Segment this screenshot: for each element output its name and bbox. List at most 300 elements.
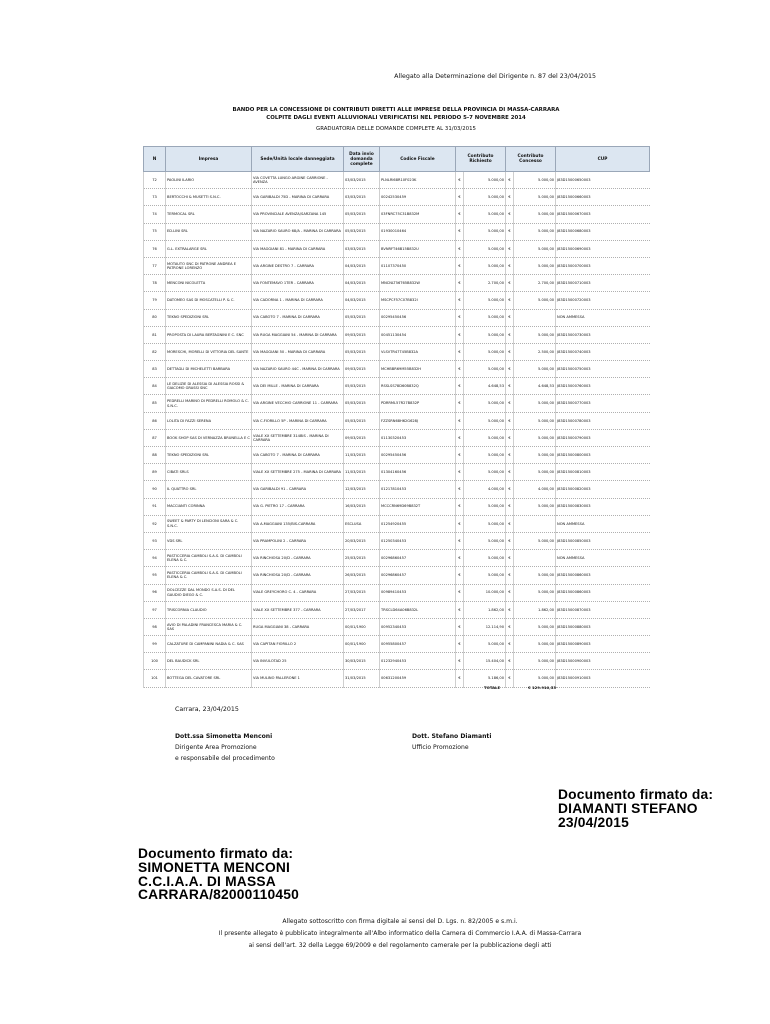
row-number: 87: [144, 429, 166, 446]
requested-amount: 5.000,00: [464, 515, 506, 532]
company-name: DATOMEO SAS DI MOSCATELLI P. & C.: [166, 292, 252, 309]
granted-currency: €: [506, 309, 514, 326]
cup-code: J83D15000780003: [556, 412, 650, 429]
submit-date: 05/03/2015: [344, 378, 380, 395]
cup-code: J83D15000740003: [556, 343, 650, 360]
tax-code: 00295450456: [380, 447, 456, 464]
damaged-location: VIA RINCHIOSA 20/D - CARRARA: [252, 567, 344, 584]
requested-currency: €: [456, 515, 464, 532]
row-number: 82: [144, 343, 166, 360]
table-row: [144, 292, 650, 309]
attachment-reference: Allegato alla Determinazione del Dirigente n. 87 del 23/04/2015: [394, 73, 596, 80]
signatory-right-role: Ufficio Promozione: [412, 744, 469, 751]
damaged-location: VIA A.MAGGIANI 135/BIS-CARRARA: [252, 515, 344, 532]
granted-currency: €: [506, 412, 514, 429]
granted-amount: 5.000,00: [514, 498, 556, 515]
requested-currency: €: [456, 550, 464, 567]
tax-code: 01304160456: [380, 464, 456, 481]
company-name: CIBATI SRLS: [166, 464, 252, 481]
requested-amount: 5.000,00: [464, 395, 506, 412]
requested-amount: 15.404,00: [464, 653, 506, 670]
cup-code: J83D15000860003: [556, 584, 650, 601]
cup-code: J83D15000910003: [556, 670, 650, 687]
table-row: [144, 240, 650, 257]
damaged-location: VIA MULINO PALLERONE 1: [252, 670, 344, 687]
submit-date: 30/03/2015: [344, 653, 380, 670]
header-tax-code: Codice Fiscale: [380, 147, 456, 172]
requested-amount: 2.700,00: [464, 275, 506, 292]
requested-currency: €: [456, 189, 464, 206]
requested-currency: €: [456, 429, 464, 446]
row-number: 89: [144, 464, 166, 481]
granted-amount: 5.000,00: [514, 429, 556, 446]
tax-code: 00296860457: [380, 550, 456, 567]
requested-currency: €: [456, 361, 464, 378]
granted-amount: 2.500,00: [514, 343, 556, 360]
granted-currency: €: [506, 464, 514, 481]
requested-amount: 5.000,00: [464, 567, 506, 584]
requested-currency: €: [456, 275, 464, 292]
tax-code: 00242530459: [380, 189, 456, 206]
table-row: [144, 515, 650, 532]
cup-code: J83D15000750003: [556, 361, 650, 378]
granted-currency: €: [506, 292, 514, 309]
granted-currency: €: [506, 429, 514, 446]
requested-amount: 5.000,00: [464, 172, 506, 189]
granted-currency: €: [506, 378, 514, 395]
granted-currency: €: [506, 257, 514, 274]
cup-code: J83D15000680003: [556, 223, 650, 240]
signatory-left: [175, 731, 275, 764]
table-row: [144, 309, 650, 326]
requested-currency: €: [456, 395, 464, 412]
requested-currency: €: [456, 240, 464, 257]
cup-code: NON AMMESSA: [556, 309, 650, 326]
tax-code: MCHBBR69M55B832H: [380, 361, 456, 378]
cup-code: NON AMMESSA: [556, 550, 650, 567]
requested-amount: 5.000,00: [464, 498, 506, 515]
damaged-location: VIA CAPITAN FIORILLO 2: [252, 636, 344, 653]
requested-currency: €: [456, 206, 464, 223]
stamp-right-line: 23/04/2015: [558, 814, 630, 830]
company-name: PEDRELLI MARINO DI PEDRELLI ROMOLO & C. S.N.C.: [166, 395, 252, 412]
digital-signature-stamp-left: [138, 847, 299, 902]
requested-amount: 5.000,00: [464, 412, 506, 429]
signatory-left-role-2: e responsabile del procedimento: [175, 755, 275, 762]
table-row: [144, 584, 650, 601]
tax-code: BVNRFT46B15B832U: [380, 240, 456, 257]
stamp-left-line: SIMONETTA MENCONI: [138, 859, 291, 875]
footer-line: Allegato sottoscritto con firma digitale ai sensi del D. Lgs. n. 82/2005 e s.m.i.: [282, 918, 518, 925]
granted-currency: €: [506, 481, 514, 498]
tax-code: 00631200459: [380, 670, 456, 687]
granted-amount: 5.000,00: [514, 361, 556, 378]
table-row: [144, 206, 650, 223]
requested-currency: €: [456, 618, 464, 635]
row-number: 94: [144, 550, 166, 567]
row-number: 74: [144, 206, 166, 223]
submit-date: 05/03/2015: [344, 309, 380, 326]
cup-code: J83D15000670003: [556, 206, 650, 223]
table-row: [144, 601, 650, 618]
requested-amount: 5.000,00: [464, 326, 506, 343]
requested-amount: 5.186,00: [464, 670, 506, 687]
cup-code: J83D15000650003: [556, 172, 650, 189]
submit-date: 16/03/2015: [344, 498, 380, 515]
table-row: [144, 618, 650, 635]
requested-amount: 5.000,00: [464, 636, 506, 653]
cup-code: J83D15000800003: [556, 447, 650, 464]
granted-currency: €: [506, 361, 514, 378]
requested-amount: 5.000,00: [464, 532, 506, 549]
requested-amount: 5.000,00: [464, 257, 506, 274]
cup-code: J83D15000850003: [556, 532, 650, 549]
submit-date: 05/03/2015: [344, 412, 380, 429]
table-row: [144, 447, 650, 464]
row-number: 101: [144, 670, 166, 687]
submit-date: 09/03/2015: [344, 326, 380, 343]
row-number: 99: [144, 636, 166, 653]
company-name: LE DELIZIE DI ALESSIA DI ALESSIA ROSSI & GIACOMO GRASSI SNC: [166, 378, 252, 395]
company-name: LOLITA DI FAZZI SERENA: [166, 412, 252, 429]
granted-currency: €: [506, 223, 514, 240]
cup-code: J83D15000660003: [556, 189, 650, 206]
damaged-location: VIA FONTEMAVO 1TER - CARRARA: [252, 275, 344, 292]
cup-code: J83D15000690003: [556, 240, 650, 257]
submit-date: 31/03/2015: [344, 670, 380, 687]
submit-date: 04/03/2015: [344, 257, 380, 274]
table-row: [144, 395, 650, 412]
table-row: [144, 189, 650, 206]
cup-code: J83D15000870003: [556, 601, 650, 618]
company-name: PAOLINI ILARIO: [166, 172, 252, 189]
tax-code: 00295450456: [380, 309, 456, 326]
damaged-location: VIALE XX SETTEMBRE 314BIS - MARINA DI CARRARA: [252, 429, 344, 446]
requested-amount: 5.000,00: [464, 240, 506, 257]
damaged-location: VIA GARIBALDI 91 - CARRARA: [252, 481, 344, 498]
damaged-location: VIA C.FIORILLO 5P - MARINA DI CARRARA: [252, 412, 344, 429]
company-name: PROPOSTA DI LAURA BERTAGNINI E C. SNC: [166, 326, 252, 343]
granted-amount: 5.000,00: [514, 670, 556, 687]
requested-currency: €: [456, 309, 464, 326]
granted-amount: 4.648,53: [514, 378, 556, 395]
granted-amount: 5.000,00: [514, 189, 556, 206]
tax-code: MNCNLT56T65B832W: [380, 275, 456, 292]
submit-date: 03/03/2015: [344, 189, 380, 206]
requested-currency: €: [456, 223, 464, 240]
company-name: MORESCHI, MORELLI DI VITTORIA DEL SANTE: [166, 343, 252, 360]
granted-currency: €: [506, 636, 514, 653]
tax-code: 00451130454: [380, 326, 456, 343]
tax-code: 03FNRC75C31B832M: [380, 206, 456, 223]
requested-amount: 5.000,00: [464, 189, 506, 206]
cup-code: J83D15000730003: [556, 326, 650, 343]
requested-currency: €: [456, 343, 464, 360]
submit-date: 25/03/2015: [344, 550, 380, 567]
granted-currency: €: [506, 584, 514, 601]
table-row: [144, 567, 650, 584]
submit-date: 09/03/2015: [344, 429, 380, 446]
table-row: [144, 412, 650, 429]
footer-line: Il presente allegato è pubblicato integralmente all'Albo informatico della Camera di Commercio I.A.A. di Massa-Carrara: [218, 930, 582, 937]
requested-currency: €: [456, 584, 464, 601]
granted-amount: 5.000,00: [514, 653, 556, 670]
damaged-location: VIA CABOTO 7 - MARINA DI CARRARA: [252, 309, 344, 326]
company-name: TRISCORNIA CLAUDIO: [166, 601, 252, 618]
row-number: 81: [144, 326, 166, 343]
granted-currency: €: [506, 395, 514, 412]
submit-date: 12/03/2015: [344, 481, 380, 498]
requested-currency: €: [456, 498, 464, 515]
damaged-location: VIA NAZARIO SAURO 68/A - MARINA DI CARRARA: [252, 223, 344, 240]
cup-code: J83D15000900003: [556, 653, 650, 670]
company-name: SWEET & PARTY DI LENCIONI SARA & C. S.N.C.: [166, 515, 252, 532]
damaged-location: VIA RUGA MAGGIANI 54 - MARINA DI CARRARA: [252, 326, 344, 343]
header-location: Sede/Unità locale danneggiata: [252, 147, 344, 172]
header-company: Impresa: [166, 147, 252, 172]
granted-amount: 5.000,00: [514, 584, 556, 601]
table-row: [144, 550, 650, 567]
tax-code: 01107370450: [380, 257, 456, 274]
submit-date: 00/01/1900: [344, 618, 380, 635]
row-number: 98: [144, 618, 166, 635]
granted-amount: 5.000,00: [514, 223, 556, 240]
requested-amount: 5.000,00: [464, 343, 506, 360]
granted-amount: 5.000,00: [514, 567, 556, 584]
tax-code: PLNLRI68R10F023K: [380, 172, 456, 189]
granted-currency: €: [506, 189, 514, 206]
table-row: [144, 670, 650, 687]
granted-currency: €: [506, 601, 514, 618]
requested-amount: 5.000,00: [464, 361, 506, 378]
company-name: DOLCEZZE DAL MONDO S.A.S. DI DEL GAUDIO DIEGO & C.: [166, 584, 252, 601]
table-row: [144, 343, 650, 360]
requested-currency: €: [456, 532, 464, 549]
requested-currency: €: [456, 653, 464, 670]
stamp-left-line: CARRARA/82000110450: [138, 887, 300, 903]
requested-amount: 5.000,00: [464, 464, 506, 481]
tax-code: 00989410453: [380, 584, 456, 601]
granted-amount: 5.000,00: [514, 240, 556, 257]
granted-amount: 5.000,00: [514, 412, 556, 429]
company-name: BERTOCCHI & MUSETTI S.N.C.: [166, 189, 252, 206]
granted-amount: 4.000,00: [514, 481, 556, 498]
requested-amount: 4.000,00: [464, 481, 506, 498]
company-name: TEKNO SPEDIZIONI SRL: [166, 447, 252, 464]
stamp-right-line: DIAMANTI STEFANO: [558, 800, 698, 816]
tax-code: FZZSRN68H62G628J: [380, 412, 456, 429]
cup-code: NON AMMESSA: [556, 515, 650, 532]
granted-amount: 5.000,00: [514, 618, 556, 635]
submit-date: 05/03/2015: [344, 395, 380, 412]
granted-currency: €: [506, 550, 514, 567]
row-number: 83: [144, 361, 166, 378]
table-row: [144, 498, 650, 515]
submit-date: 03/03/2015: [344, 172, 380, 189]
tax-code: 01232940453: [380, 653, 456, 670]
header-cup: CUP: [556, 147, 650, 172]
footer-line: ai sensi dell'art. 32 della Legge 69/2009 e del regolamento camerale per la pubblicazione degli atti: [248, 942, 552, 949]
row-number: 88: [144, 447, 166, 464]
row-number: 90: [144, 481, 166, 498]
table-row: [144, 326, 650, 343]
company-name: MACCIANTI CORINNA: [166, 498, 252, 515]
granted-currency: €: [506, 498, 514, 515]
tax-code: MCCCRN69D69B832T: [380, 498, 456, 515]
cup-code: J83D15000830003: [556, 498, 650, 515]
requested-currency: €: [456, 601, 464, 618]
granted-currency: €: [506, 653, 514, 670]
company-name: BOOK SHOP SAS DI VERNAZZA BRUNELLA E C: [166, 429, 252, 446]
requested-currency: €: [456, 257, 464, 274]
table-row: [144, 429, 650, 446]
granted-currency: €: [506, 172, 514, 189]
cup-code: J83D15000770003: [556, 395, 650, 412]
company-name: MENCONI NICOLETTA: [166, 275, 252, 292]
row-number: 93: [144, 532, 166, 549]
submit-date: 11/03/2015: [344, 464, 380, 481]
submit-date: 04/03/2015: [344, 275, 380, 292]
granted-currency: €: [506, 618, 514, 635]
requested-currency: €: [456, 326, 464, 343]
damaged-location: VIALE XX SETTEMBRE 275 - MARINA DI CARRARA: [252, 464, 344, 481]
tax-code: 01254920455: [380, 515, 456, 532]
requested-currency: €: [456, 636, 464, 653]
granted-amount: 5.000,00: [514, 292, 556, 309]
granted-amount: [514, 515, 556, 532]
damaged-location: VIA CABOTO 7 - MARINA DI CARRARA: [252, 447, 344, 464]
row-number: 75: [144, 223, 166, 240]
submit-date: 11/03/2015: [344, 447, 380, 464]
table-row: [144, 636, 650, 653]
total-value: € 129.910,53: [528, 685, 556, 690]
requested-amount: 5.000,00: [464, 223, 506, 240]
tax-code: 01930010464: [380, 223, 456, 240]
damaged-location: VIALE GREYCHORO C. 4 - CARRARA: [252, 584, 344, 601]
granted-currency: €: [506, 326, 514, 343]
requested-currency: €: [456, 378, 464, 395]
damaged-location: VIA ARGINE VECCHIO CARRIONE 11 - CARRARA: [252, 395, 344, 412]
granted-currency: €: [506, 670, 514, 687]
submit-date: 09/03/2015: [344, 361, 380, 378]
requested-amount: 5.000,00: [464, 206, 506, 223]
granted-amount: 1.862,00: [514, 601, 556, 618]
tax-code: 01130320453: [380, 429, 456, 446]
requested-currency: €: [456, 464, 464, 481]
header-granted: Contributo Concesso: [506, 147, 556, 172]
submit-date: 20/03/2015: [344, 532, 380, 549]
tax-code: TRSCLD64A06B832L: [380, 601, 456, 618]
granted-currency: €: [506, 206, 514, 223]
row-number: 92: [144, 515, 166, 532]
damaged-location: VIA G. PIETRO 17 - CARRARA: [252, 498, 344, 515]
granted-amount: [514, 550, 556, 567]
table-row: [144, 257, 650, 274]
table-row: [144, 481, 650, 498]
submit-date: 05/03/2015: [344, 206, 380, 223]
row-number: 86: [144, 412, 166, 429]
requested-amount: 5.000,00: [464, 447, 506, 464]
requested-amount: 10.000,00: [464, 584, 506, 601]
requested-amount: 12.114,90: [464, 618, 506, 635]
cup-code: J83D15000860003: [556, 567, 650, 584]
granted-amount: 5.000,00: [514, 532, 556, 549]
granted-currency: €: [506, 447, 514, 464]
company-name: TEKNO SPEDIZIONI SRL: [166, 309, 252, 326]
requested-currency: €: [456, 172, 464, 189]
row-number: 77: [144, 257, 166, 274]
requested-currency: €: [456, 447, 464, 464]
submit-date: 03/03/2015: [344, 240, 380, 257]
row-number: 80: [144, 309, 166, 326]
company-name: VDS SRL: [166, 532, 252, 549]
damaged-location: VIA INVULOTAD 25: [252, 653, 344, 670]
requested-amount: 5.000,00: [464, 550, 506, 567]
granted-amount: 5.000,00: [514, 326, 556, 343]
ranking-table: [143, 146, 650, 688]
row-number: 84: [144, 378, 166, 395]
granted-currency: €: [506, 343, 514, 360]
company-name: IL QUATTRO SRL: [166, 481, 252, 498]
tax-code: 01217810453: [380, 481, 456, 498]
requested-amount: 5.000,00: [464, 309, 506, 326]
requested-currency: €: [456, 481, 464, 498]
granted-amount: 5.000,00: [514, 395, 556, 412]
cup-code: J83D15000880003: [556, 618, 650, 635]
header-n: N: [144, 147, 166, 172]
table-row: [144, 172, 650, 189]
submit-date: 27/03/2015: [344, 584, 380, 601]
tax-code: RSSLSS78D60B832Q: [380, 378, 456, 395]
company-name: MOTAUTO SNC DI PATRONE ANDREA E PATRONE LORENZO: [166, 257, 252, 274]
legal-footer: [100, 916, 700, 952]
requested-amount: 5.000,00: [464, 292, 506, 309]
submit-date: 04/03/2015: [344, 292, 380, 309]
row-number: 76: [144, 240, 166, 257]
tax-code: VLSVTR47T45B832A: [380, 343, 456, 360]
table-row: [144, 378, 650, 395]
granted-amount: 5.000,00: [514, 257, 556, 274]
company-name: BOTTEGA DEL CAVATORE SRL: [166, 670, 252, 687]
table-row: [144, 532, 650, 549]
granted-amount: 5.000,00: [514, 447, 556, 464]
signatory-left-role: Dirigente Area Promozione: [175, 744, 257, 751]
damaged-location: RUGA MAGGIANI 38 - CARRARA: [252, 618, 344, 635]
row-number: 85: [144, 395, 166, 412]
damaged-location: VIA MAGGIANI 50 - MARINA DI CARRARA: [252, 343, 344, 360]
total-label: TOTALE: [484, 685, 501, 690]
cup-code: J83D15000720003: [556, 292, 650, 309]
damaged-location: VIA COVETTA LUNGO ARGINE CARRIONE - AVENZA: [252, 172, 344, 189]
table-row: [144, 464, 650, 481]
place-date: Carrara, 23/04/2015: [175, 706, 239, 713]
table-header-row: [144, 147, 650, 172]
tax-code: PDRRML57R27B832P: [380, 395, 456, 412]
digital-signature-stamp-right: [558, 788, 713, 829]
damaged-location: VIA PRAMPOLINI 2 - CARRARA: [252, 532, 344, 549]
damaged-location: VIA CADORNA 1 - MARINA DI CARRARA: [252, 292, 344, 309]
company-name: DETTAGLI DI MICHELETTI BARBARA: [166, 361, 252, 378]
cup-code: J83D15000790003: [556, 429, 650, 446]
stamp-left-line: Documento firmato da:: [138, 846, 294, 861]
submit-date: 00/01/1900: [344, 636, 380, 653]
table-row: [144, 653, 650, 670]
row-number: 78: [144, 275, 166, 292]
document-title-line-1: BANDO PER LA CONCESSIONE DI CONTRIBUTI DIRETTI ALLE IMPRESE DELLA PROVINCIA DI MASSA-CARRARA: [232, 107, 560, 113]
tax-code: MSCPCF57C07B832I: [380, 292, 456, 309]
granted-currency: €: [506, 275, 514, 292]
table-row: [144, 275, 650, 292]
